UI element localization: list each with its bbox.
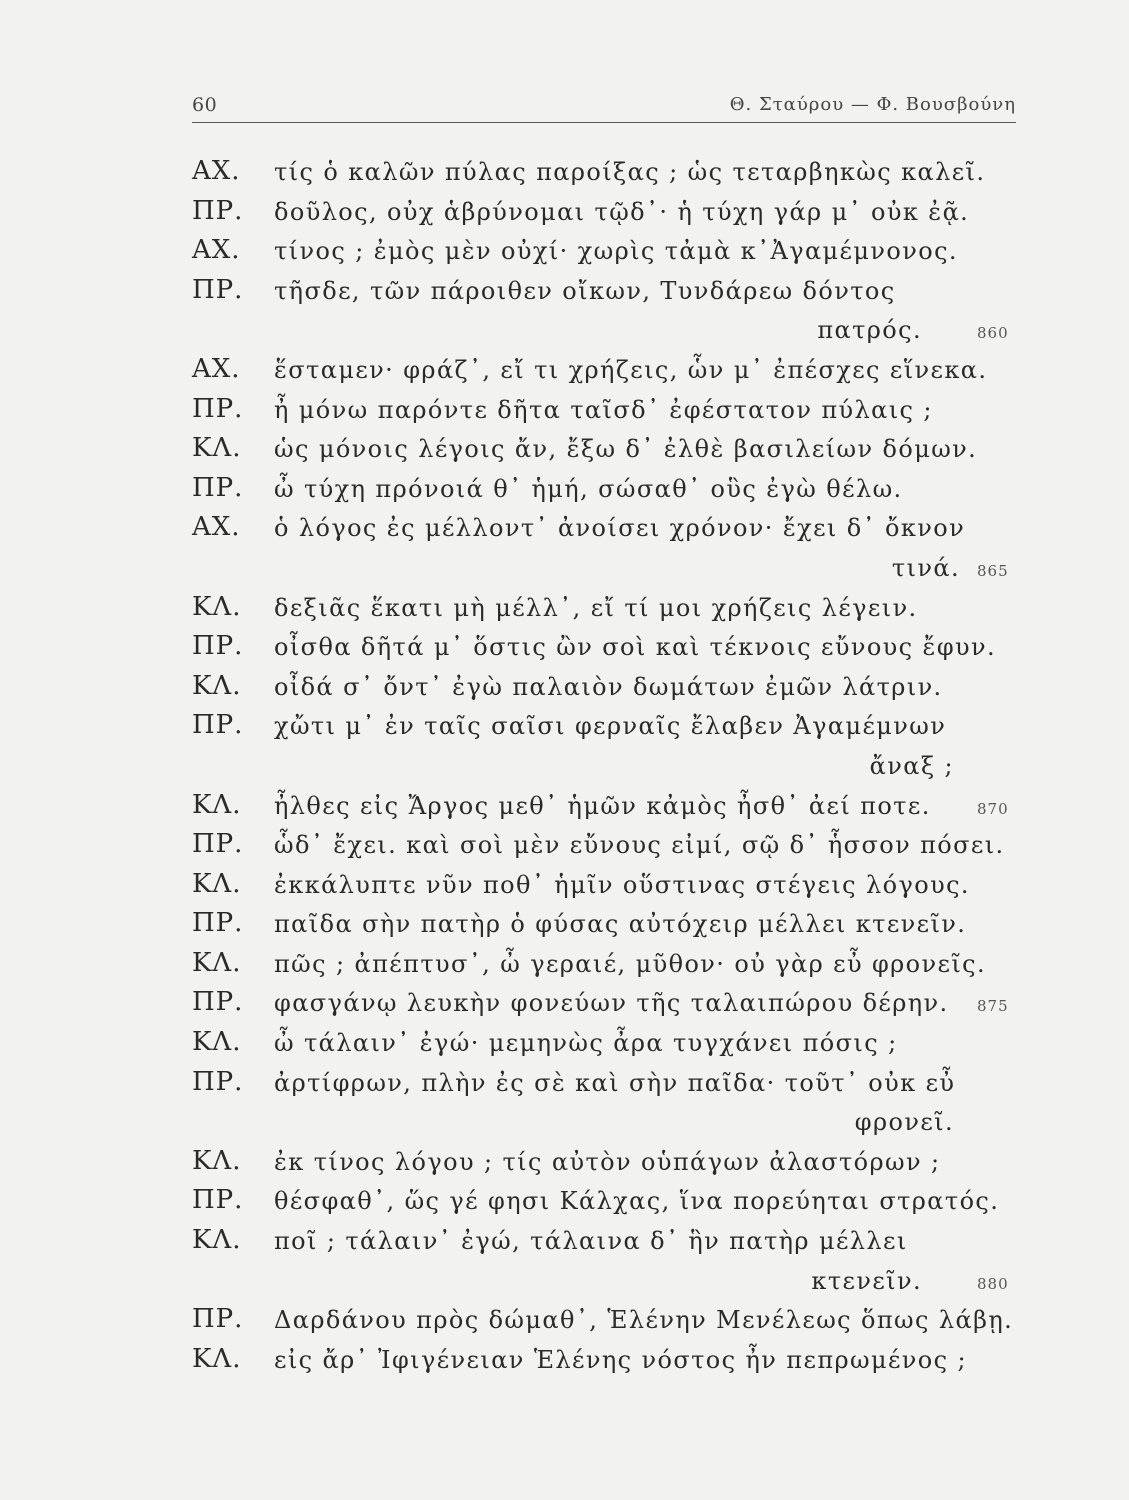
verse-line: [192, 631, 1022, 671]
verse-text-line: φασγάνῳ λευκὴν φονεύων τῆς ταλαιπώρου δέρην.: [274, 989, 949, 1018]
speaker-label: ΚΛ.: [192, 947, 242, 978]
verse-line: [192, 710, 1022, 750]
line-number: 875: [977, 997, 1009, 1016]
verse-continuation-text: ἄναξ ;: [869, 751, 954, 780]
verse-line: [192, 987, 1022, 1027]
verse-text-line: θέσφαθ᾽, ὥς γέ φησι Κάλχας, ἵνα πορεύηται στρατός.: [274, 1187, 1000, 1216]
speaker-label: ΚΛ.: [192, 868, 242, 899]
verse-text-line: δεξιᾶς ἕκατι μὴ μέλλ᾽, εἴ τί μοι χρήζεις λέγειν.: [274, 593, 918, 622]
verse-line: [192, 1225, 1022, 1265]
verse-text-line: παῖδα σὴν πατὴρ ὁ φύσας αὐτόχειρ μέλλει κτενεῖν.: [274, 910, 967, 939]
verse-text-line: ὧδ᾽ ἔχει. καὶ σοὶ μὲν εὔνους εἰμί, σῷ δ᾽ ἧσσον πόσει.: [274, 831, 1005, 860]
verse-continuation: [192, 552, 1022, 592]
speaker-label: ΠΡ.: [192, 829, 244, 860]
verse-line: [192, 196, 1022, 236]
speaker-label: ΠΡ.: [192, 987, 244, 1018]
verse-continuation-text: τινά.: [891, 553, 960, 582]
verse-text-line: τίς ὁ καλῶν πύλας παροίξας ; ὡς τεταρβηκὼς καλεῖ.: [274, 158, 986, 186]
verse-text-line: τίνος ; ἐμὸς μὲν οὐχί· χωρὶς τἀμὰ κ᾽Ἀγαμέμνονος.: [274, 237, 958, 266]
speaker-label: ΚΛ.: [192, 433, 242, 464]
speaker-label: ΚΛ.: [192, 1225, 242, 1256]
verse-line: [192, 948, 1022, 988]
verse-text: [192, 156, 1022, 1383]
speaker-label: ΠΡ.: [192, 1304, 244, 1335]
running-head: Θ. Σταύρου — Φ. Βουσβούνη: [729, 94, 1016, 115]
verse-text-line: ποῖ ; τάλαιν᾽ ἐγώ, τάλαινα δ᾽ ἣν πατὴρ μέλλει: [274, 1227, 908, 1256]
verse-line: [192, 1027, 1022, 1067]
verse-continuation-text: φρονεῖ.: [854, 1108, 954, 1137]
verse-line: [192, 394, 1022, 434]
page-header: [192, 92, 1016, 123]
verse-continuation-text: πατρός.: [817, 316, 922, 345]
speaker-label: ΠΡ.: [192, 710, 244, 741]
verse-text-line: οἶσθα δῆτά μ᾽ ὅστις ὢν σοὶ καὶ τέκνοις εὔνους ἔφυν.: [274, 633, 997, 662]
verse-line: [192, 869, 1022, 909]
verse-text-line: ὦ τύχη πρόνοιά θ᾽ ἡμή, σώσαθ᾽ οὓς ἐγὼ θέλω.: [274, 474, 903, 503]
speaker-label: ΚΛ.: [192, 1343, 242, 1374]
verse-text-line: ἕσταμεν· φράζ᾽, εἴ τι χρήζεις, ὧν μ᾽ ἐπέσχες εἵνεκα.: [274, 355, 988, 384]
verse-line: [192, 671, 1022, 711]
verse-line: [192, 354, 1022, 394]
verse-continuation: [192, 1265, 1022, 1305]
speaker-label: ΚΛ.: [192, 1145, 242, 1176]
verse-line: [192, 1344, 1022, 1384]
speaker-label: ΚΛ.: [192, 670, 242, 701]
speaker-label: ΠΡ.: [192, 1066, 244, 1097]
verse-text-line: πῶς ; ἀπέπτυσ᾽, ὦ γεραιέ, μῦθον· οὐ γὰρ εὖ φρονεῖς.: [274, 949, 987, 978]
verse-line: [192, 829, 1022, 869]
page-number: 60: [192, 94, 218, 116]
speaker-label: ΠΡ.: [192, 908, 244, 939]
verse-line: [192, 473, 1022, 513]
speaker-label: ΑΧ.: [192, 353, 241, 384]
verse-continuation-text: κτενεῖν.: [811, 1266, 922, 1295]
verse-text-line: ὡς μόνοις λέγοις ἄν, ἔξω δ᾽ ἐλθὲ βασιλείων δόμων.: [274, 435, 978, 464]
verse-text-line: ὁ λόγος ἐς μέλλοντ᾽ ἀνοίσει χρόνον· ἔχει δ᾽ ὄκνον: [274, 514, 966, 543]
speaker-label: ΑΧ.: [192, 235, 241, 266]
verse-line: [192, 790, 1022, 830]
verse-line: [192, 1304, 1022, 1344]
speaker-label: ΑΧ.: [192, 156, 241, 186]
speaker-label: ΚΛ.: [192, 591, 242, 622]
verse-line: [192, 235, 1022, 275]
speaker-label: ΠΡ.: [192, 274, 244, 305]
verse-text-line: δοῦλος, οὐχ ἁβρύνομαι τῷδ᾽· ἡ τύχη γάρ μ᾽ οὐκ ἐᾷ.: [274, 197, 970, 226]
verse-line: [192, 1067, 1022, 1107]
verse-text-line: ἀρτίφρων, πλὴν ἐς σὲ καὶ σὴν παῖδα· τοῦτ᾽ οὐκ εὖ: [274, 1068, 956, 1097]
verse-line: [192, 512, 1022, 552]
line-number: 860: [977, 324, 1009, 343]
verse-line: [192, 908, 1022, 948]
verse-text-line: χὤτι μ᾽ ἐν ταῖς σαῖσι φερναῖς ἔλαβεν Ἀγαμέμνων: [274, 712, 947, 741]
verse-line: [192, 433, 1022, 473]
verse-text-line: ὦ τάλαιν᾽ ἐγώ· μεμηνὼς ἆρα τυγχάνει πόσις ;: [274, 1029, 898, 1058]
verse-text-line: εἰς ἄρ᾽ Ἰφιγένειαν Ἑλένης νόστος ἦν πεπρωμένος ;: [274, 1345, 967, 1374]
verse-line: [192, 1146, 1022, 1186]
line-number: 870: [977, 799, 1009, 818]
verse-line: [192, 592, 1022, 632]
verse-line: [192, 1185, 1022, 1225]
verse-text-line: τῆσδε, τῶν πάροιθεν οἴκων, Τυνδάρεω δόντος: [274, 276, 896, 305]
speaker-label: ΠΡ.: [192, 393, 244, 424]
speaker-label: ΠΡ.: [192, 1185, 244, 1216]
verse-continuation: [192, 314, 1022, 354]
line-number: 880: [977, 1274, 1009, 1293]
verse-text-line: ἦλθες εἰς Ἄργος μεθ᾽ ἡμῶν κἀμὸς ἦσθ᾽ ἀεί ποτε.: [274, 791, 931, 820]
speaker-label: ΠΡ.: [192, 472, 244, 503]
verse-text-line: ἐκκάλυπτε νῦν ποθ᾽ ἡμῖν οὕστινας στέγεις λόγους.: [274, 870, 970, 899]
verse-line: [192, 275, 1022, 315]
verse-text-line: Δαρδάνου πρὸς δώμαθ᾽, Ἑλένην Μενέλεως ὅπως λάβῃ.: [274, 1306, 1014, 1335]
speaker-label: ΠΡ.: [192, 195, 244, 226]
verse-continuation: [192, 1106, 1022, 1146]
verse-continuation: [192, 750, 1022, 790]
verse-text-line: ἐκ τίνος λόγου ; τίς αὐτὸν οὑπάγων ἀλαστόρων ;: [274, 1147, 941, 1176]
verse-text-line: ἦ μόνω παρόντε δῆτα ταῖσδ᾽ ἐφέστατον πύλαις ;: [274, 395, 933, 424]
speaker-label: ΑΧ.: [192, 512, 241, 543]
verse-line: [192, 156, 1022, 196]
line-number: 865: [977, 561, 1009, 580]
speaker-label: ΠΡ.: [192, 631, 244, 662]
verse-text-line: οἶδά σ᾽ ὄντ᾽ ἐγὼ παλαιὸν δωμάτων ἐμῶν λάτριν.: [274, 672, 943, 701]
speaker-label: ΚΛ.: [192, 789, 242, 820]
speaker-label: ΚΛ.: [192, 1027, 242, 1058]
